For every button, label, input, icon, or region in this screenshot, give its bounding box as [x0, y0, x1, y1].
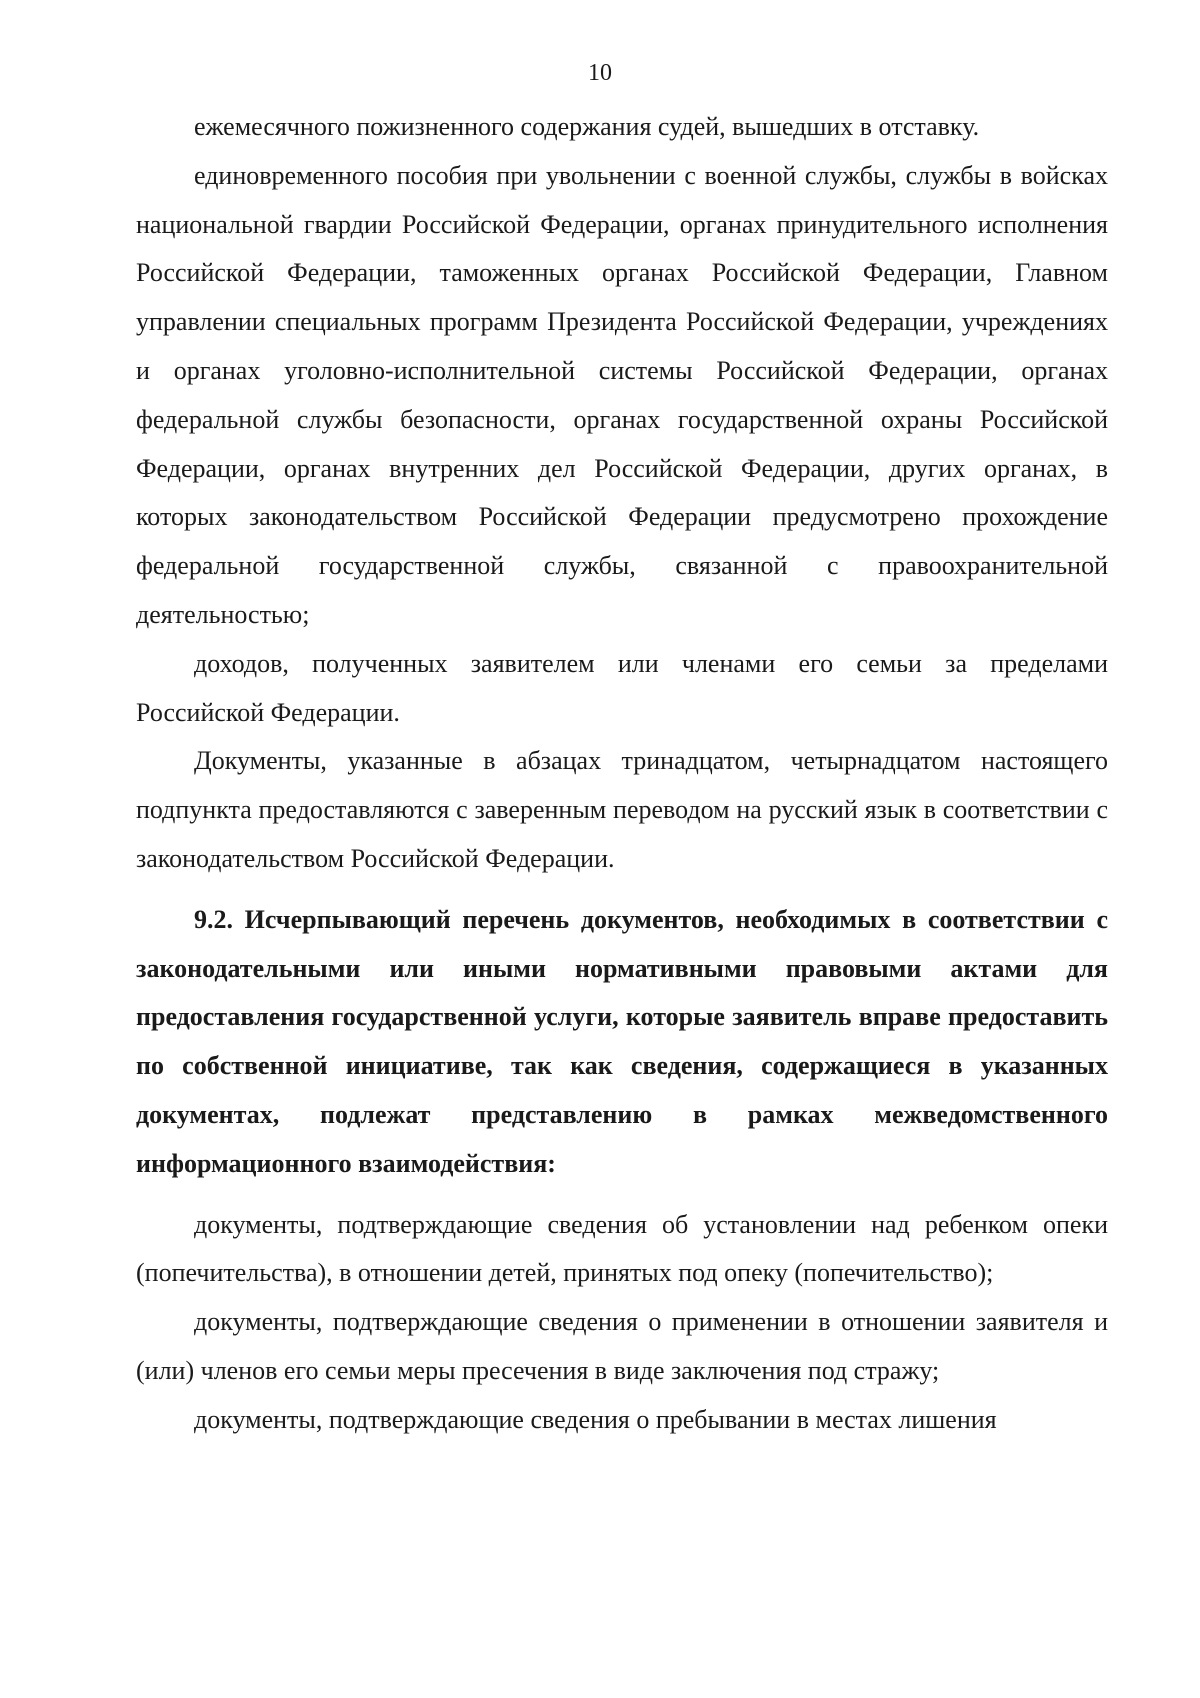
paragraph-detention: документы, подтверждающие сведения о применении в отношении заявителя и (или) членов его семьи меры пресечения в виде заключения под стражу; — [136, 1307, 1108, 1385]
document-body — [136, 103, 1108, 1445]
page-number: 10 — [588, 60, 612, 86]
paragraph-translation-note: Документы, указанные в абзацах тринадцатом, четырнадцатом настоящего подпункта предоставляются с заверенным переводом на русский язык в соответствии с законодательством Российской Федерации. — [136, 746, 1108, 873]
paragraph-pension: ежемесячного пожизненного содержания судей, вышедших в отставку. — [194, 112, 980, 141]
paragraph-foreign-income: доходов, полученных заявителем или членами его семьи за пределами Российской Федерации. — [136, 648, 1108, 727]
paragraph-imprisonment: документы, подтверждающие сведения о пребывании в местах лишения — [194, 1404, 997, 1434]
paragraph-military-allowance: единовременного пособия при увольнении с военной службы, службы в войсках национальной гвардии Российской Федерации, органах принудительного исполнения Российской Федерации, таможенных органах Российской Федерации, Главном управлении специальных программ Президента Российской Федерации, учреждениях и органах уголовно-исполнительной системы Российской Федерации, органах федеральной службы безопасности, органах государственной охраны Российской Федерации, органах внутренних дел Российской Федерации, других органах, в которых законодательством Российской Федерации предусмотрено прохождение федеральной государственной службы, связанной с правоохранительной деятельностью; — [136, 160, 1108, 629]
paragraph-guardianship: документы, подтверждающие сведения об установлении над ребенком опеки (попечительства), в отношении детей, принятых под опеку (попечительство); — [136, 1209, 1108, 1288]
section-heading-9-2: 9.2. Исчерпывающий перечень документов, необходимых в соответствии с законодательными или иными нормативными правовыми актами для предоставления государственной услуги, которые заявитель вправе предоставить по собственной инициативе, так как сведения, содержащиеся в указанных документах, подлежат представлению в рамках межведомственного информационного взаимодействия: — [136, 904, 1108, 1178]
